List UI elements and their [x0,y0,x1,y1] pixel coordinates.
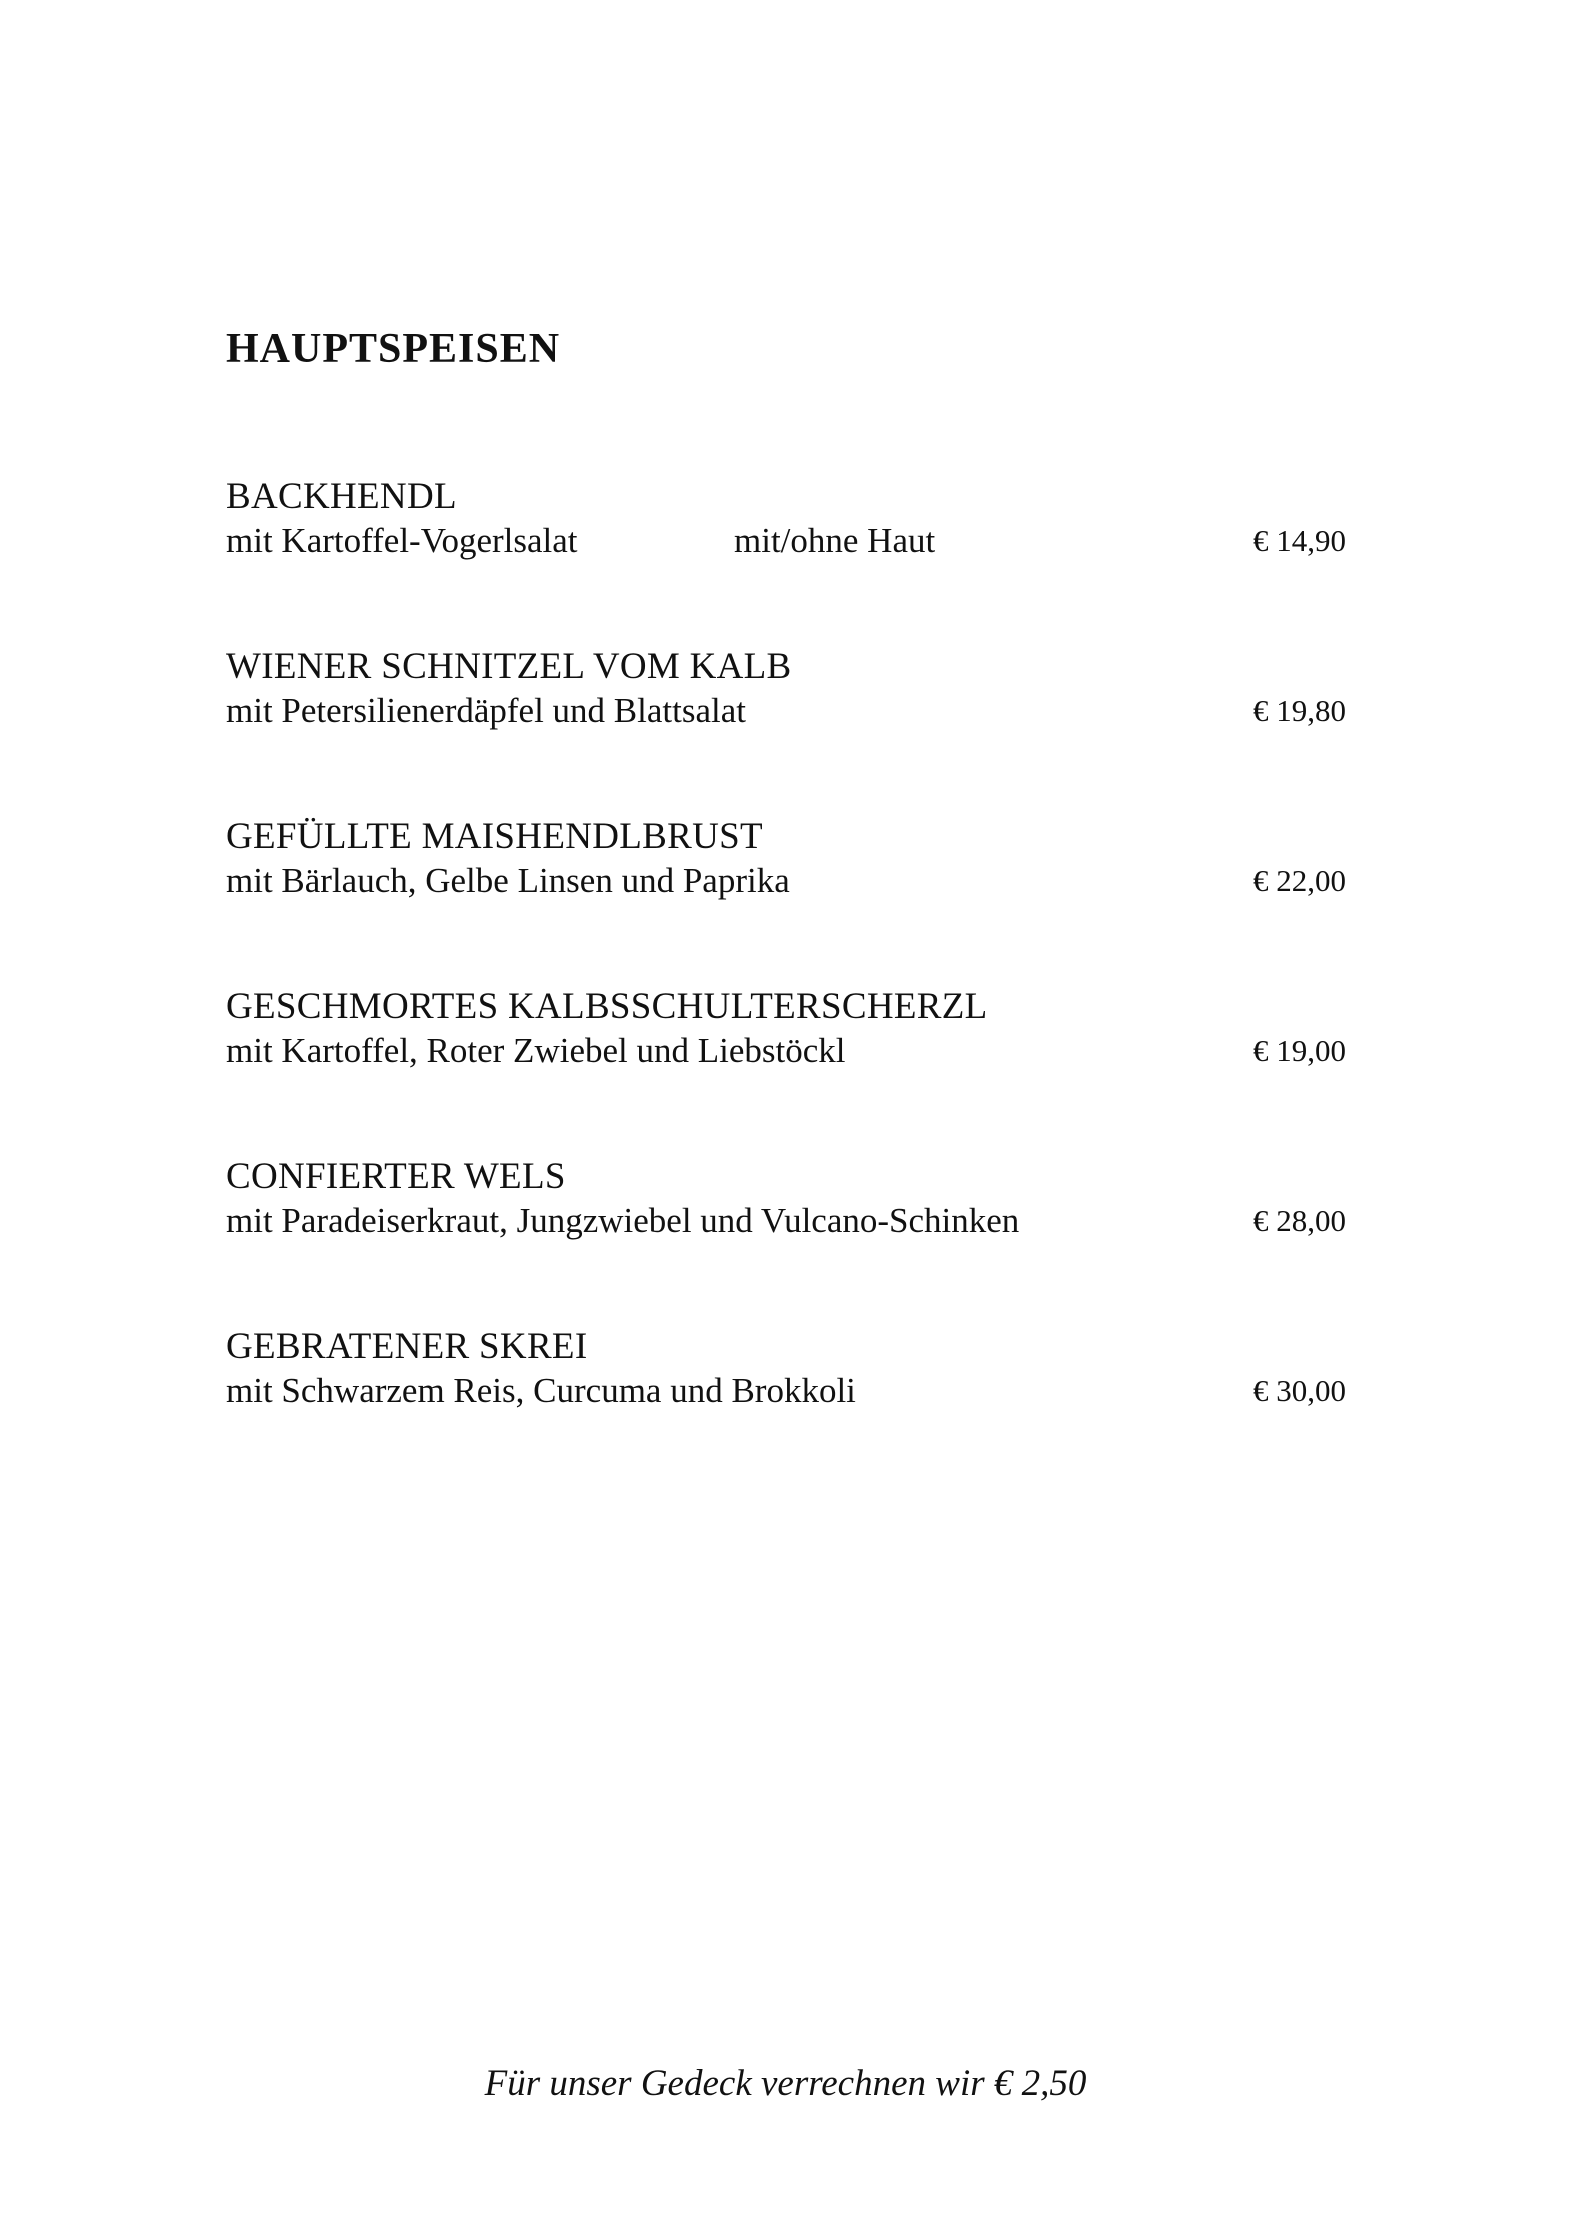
dish-price: € 28,00 [1253,1203,1346,1238]
dish-description: mit Bärlauch, Gelbe Linsen und Paprika [226,861,790,900]
dish-price: € 22,00 [1253,863,1346,898]
dish-line [226,1199,1346,1243]
dish-line [226,859,1346,903]
dish-description: mit Kartoffel, Roter Zwiebel und Liebstöckl [226,1031,846,1070]
menu-item [226,645,1346,815]
cover-charge-note: Für unser Gedeck verrechnen wir € 2,50 [484,2063,1087,2104]
dish-description: mit Paradeiserkraut, Jungzwiebel und Vulcano-Schinken [226,1201,1020,1240]
dish-line [226,1029,1346,1073]
dish-line [226,519,1346,563]
dish-name: BACKHENDL [226,476,457,517]
menu-item [226,1155,1346,1325]
section-title: HAUPTSPEISEN [226,326,561,372]
dish-name: GEBRATENER SKREI [226,1326,588,1367]
dish-description: mit Kartoffel-Vogerlsalat [226,521,578,560]
menu-item [226,1325,1346,1495]
dish-description: mit Petersilienerdäpfel und Blattsalat [226,691,746,730]
dish-price: € 30,00 [1253,1373,1346,1408]
menu-item [226,815,1346,985]
dish-price: € 19,00 [1253,1033,1346,1068]
dish-name: GEFÜLLTE MAISHENDLBRUST [226,816,763,857]
dish-name: GESCHMORTES KALBSSCHULTERSCHERZL [226,986,988,1027]
menu-item [226,985,1346,1155]
dish-option: mit/ohne Haut [734,521,936,560]
dish-description: mit Schwarzem Reis, Curcuma und Brokkoli [226,1371,856,1410]
dish-line [226,689,1346,733]
dish-name: CONFIERTER WELS [226,1156,566,1197]
dish-price: € 14,90 [1253,523,1346,558]
dish-price: € 19,80 [1253,693,1346,728]
menu-list [226,475,1346,1495]
dish-name: WIENER SCHNITZEL VOM KALB [226,646,792,687]
dish-line [226,1369,1346,1413]
menu-item [226,475,1346,645]
